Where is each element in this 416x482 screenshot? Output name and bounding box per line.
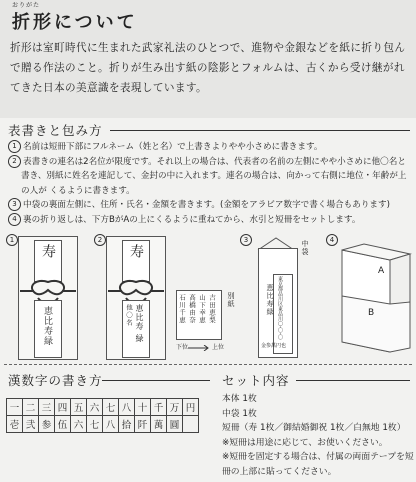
- table-row: 壱 弐 参 伍 六 七 八 拾 阡 萬 圓: [7, 416, 199, 433]
- list-item: 本体 1枚: [222, 394, 257, 404]
- steps-list: [8, 140, 411, 227]
- table-row: 一 二 三 四 五 六 七 八 十 千 万 円: [7, 399, 199, 416]
- amount-text: 金参萬円也: [261, 343, 287, 349]
- section-rule: [102, 380, 210, 381]
- sheet-name-2: 山下幸恵: [198, 294, 206, 324]
- fold-label-a: A: [378, 266, 385, 276]
- intro-paragraph: 折形は室町時代に生まれた武家礼法のひとつで、進物や金銀などを紙に折り包んで贈る作法のこと。折りが生み出す紙の陰影とフォルムは、古くから受け継がれてきた日本の美意識を表現しています。: [10, 42, 406, 94]
- sender-name: 恵比寿緑: [266, 284, 274, 316]
- diagram-2: 2 寿 恵比寿 他〇名 緑: [94, 234, 174, 359]
- step-item: 3 中袋の裏面左側に、住所・氏名・金額を書きます。(金額をアラビア数字で書く場合もあります): [8, 198, 411, 213]
- set-contents-list: [222, 392, 414, 479]
- sheet-name-3: 高橋由奈: [188, 294, 196, 324]
- section-rule: [296, 380, 410, 381]
- upper-rank-label: 上位: [212, 344, 225, 351]
- section-divider: [4, 364, 412, 365]
- title-text: 折形について: [12, 12, 138, 33]
- lower-rank-label: 下位: [176, 344, 189, 351]
- list-item: 短冊（寿 1枚／御結婚御祝 1枚／白無地 1枚）: [222, 423, 406, 433]
- kanji-table: [6, 398, 199, 433]
- arrow-icon: [188, 345, 210, 351]
- separate-sheet: [176, 290, 238, 356]
- list-item: ※短冊は用途に応じて、お使いください。: [222, 437, 388, 448]
- section-title-kanji: 漢数字の書き方: [8, 373, 103, 388]
- name-text-3: 緑: [135, 334, 144, 343]
- section-title-howto: 表書きと包み方: [8, 123, 103, 138]
- name-text-1: 恵比寿: [135, 304, 144, 331]
- diagram-1: 1 寿 恵比寿緑: [6, 234, 86, 359]
- step-item: 2 表書きの連名は2名位が限度です。それ以上の場合は、代表者の名前の左側にやや小さめに他〇名と書き、別紙に姓名を連記して、金封の中に入れます。連名の場合は、向かって右側に地位・年齢が上の人が くるように書きます。: [8, 155, 411, 199]
- inner-envelope-label: 中袋: [301, 240, 309, 256]
- tanzaku-top-char: 寿: [128, 244, 144, 259]
- sheet-name-1: 吉田恵梨: [208, 294, 216, 324]
- list-item: ※短冊を固定する場合は、付属の両面テープを短冊の上部に貼ってください。: [222, 452, 414, 477]
- address-text: 東京都品川区東品川〇-〇-〇: [277, 276, 283, 340]
- step-item: 1 名前は短冊下部にフルネーム（姓と名）で上書きよりやや小さめに書きます。: [8, 140, 411, 155]
- step-item: 4 裏の折り返しは、下方BがAの上にくるように重ねてから、水引と短冊をセットします。: [8, 213, 411, 228]
- section-rule: [110, 130, 410, 131]
- diagram-3: 3 中袋 東京都品川区東品川〇-〇-〇 恵比寿緑 金参萬円也: [240, 234, 320, 359]
- diagram-4: 4 A B: [326, 234, 412, 359]
- list-item: 中袋 1枚: [222, 408, 257, 419]
- page-title: [12, 2, 138, 34]
- sheet-name-4: 石川千恵: [178, 294, 186, 324]
- fold-diagram-icon: [334, 242, 412, 356]
- fold-label-b: B: [368, 308, 375, 318]
- tanzaku-top-char: 寿: [40, 244, 56, 259]
- sheet-label: 別紙: [227, 292, 235, 308]
- name-text-2: 他〇名: [125, 304, 133, 327]
- title-ruby: おりがた: [12, 2, 41, 9]
- section-title-set: セット内容: [222, 373, 290, 388]
- name-text: 恵比寿緑: [42, 306, 52, 346]
